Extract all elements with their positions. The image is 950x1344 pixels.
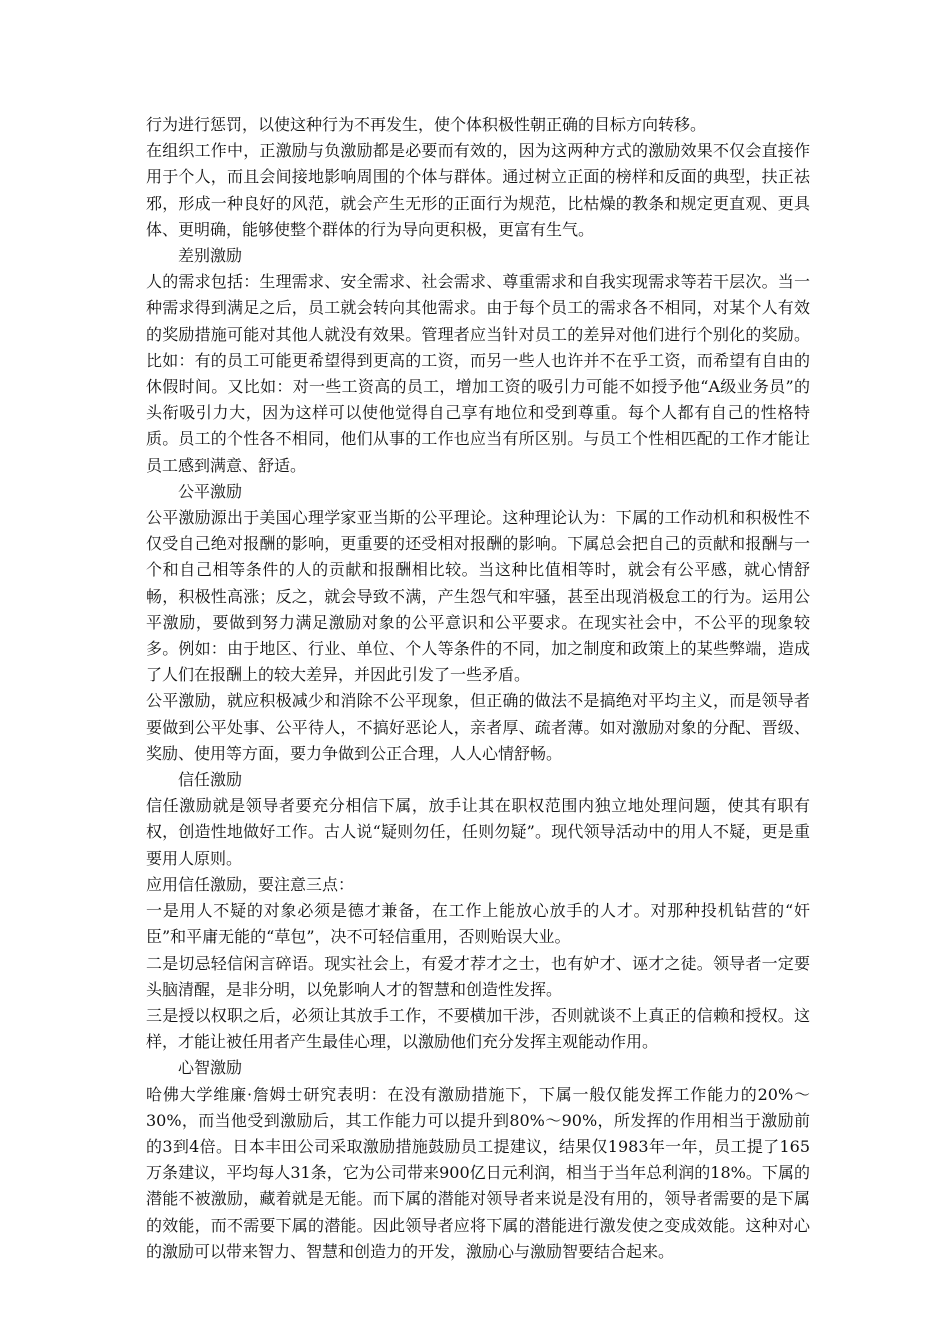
paragraph: 人的需求包括：生理需求、安全需求、社会需求、尊重需求和自我实现需求等若干层次。当一种需求得到满足之后，员工就会转向其他需求。由于每个员工的需求各不相同，对某个人有效的奖励措施可能对其他人就没有效果。管理者应当针对员工的差异对他们进行个别化的奖励。比如：有的员工可能更希望得到更高的工资，而另一些人也许并不在乎工资，而希望有自由的休假时间。又比如：对一些工资高的员工，增加工资的吸引力可能不如授予他“A级业务员”的头衔吸引力大，因为这样可以使他觉得自己享有地位和受到尊重。每个人都有自己的性格特质。员工的个性各不相同，他们从事的工作也应当有所区别。与员工个性相匹配的工作才能让员工感到满意、舒适。 bbox=[146, 272, 810, 475]
paragraph: 二是切忌轻信闲言碎语。现实社会上，有爱才荐才之士，也有妒才、诬才之徒。领导者一定要头脑清醒，是非分明，以免影响人才的智慧和创造性发挥。 bbox=[146, 953, 810, 999]
document-body bbox=[146, 112, 810, 1265]
section-heading-gongping: 公平激励 bbox=[178, 481, 243, 501]
paragraph: 信任激励就是领导者要充分相信下属，放手让其在职权范围内独立地处理问题，使其有职有权，创造性地做好工作。古人说“疑则勿任，任则勿疑”。现代领导活动中的用人不疑，更是重要用人原则。 bbox=[146, 796, 810, 868]
paragraph: 应用信任激励，要注意三点： bbox=[146, 874, 355, 894]
section-heading-xinzhi: 心智激励 bbox=[178, 1058, 243, 1078]
paragraph: 一是用人不疑的对象必须是德才兼备，在工作上能放心放手的人才。对那种投机钻营的“奸臣”和平庸无能的“草包”，决不可轻信重用，否则贻误大业。 bbox=[146, 901, 810, 947]
section-heading-chabie: 差别激励 bbox=[178, 246, 243, 266]
paragraph: 三是授以权职之后，必须让其放手工作，不要横加干涉，否则就谈不上真正的信赖和授权。这样，才能让被任用者产生最佳心理，以激励他们充分发挥主观能动作用。 bbox=[146, 1005, 810, 1052]
paragraph: 行为进行惩罚，以使这种行为不再发生，使个体积极性朝正确的目标方向转移。 bbox=[146, 115, 707, 134]
paragraph: 哈佛大学维廉·詹姆士研究表明：在没有激励措施下，下属一般仅能发挥工作能力的20%～30%，而当他受到激励后，其工作能力可以提升到80%～90%，所发挥的作用相当于激励前的3到4倍。日本丰田公司采取激励措施鼓励员工提建议，结果仅1983年一年，员工提了165万条建议，平均每人31条，它为公司带来900亿日元利润，相当于当年总利润的18%。下属的潜能不被激励，藏着就是无能。而下属的潜能对领导者来说是没有用的，领导者需要的是下属的效能，而不需要下属的潜能。因此领导者应将下属的潜能进行激发使之变成效能。这种对心的激励可以带来智力、智慧和创造力的开发，激励心与激励智要结合起来。 bbox=[146, 1084, 810, 1261]
paragraph: 公平激励，就应积极减少和消除不公平现象，但正确的做法不是搞绝对平均主义，而是领导者要做到公平处事、公平待人，不搞好恶论人，亲者厚、疏者薄。如对激励对象的分配、晋级、奖励、使用等方面，要力争做到公正合理，人人心情舒畅。 bbox=[146, 691, 810, 763]
paragraph: 公平激励源出于美国心理学家亚当斯的公平理论。这种理论认为：下属的工作动机和积极性不仅受自己绝对报酬的影响，更重要的还受相对报酬的影响。下属总会把自己的贡献和报酬与一个和自己相等条件的人的贡献和报酬相比较。当这种比值相等时，就会有公平感，就心情舒畅，积极性高涨；反之，就会导致不满，产生怨气和牢骚，甚至出现消极怠工的行为。运用公平激励，要做到努力满足激励对象的公平意识和公平要求。在现实社会中，不公平的现象较多。例如：由于地区、行业、单位、个人等条件的不同，加之制度和政策上的某些弊端，造成了人们在报酬上的较大差异，并因此引发了一些矛盾。 bbox=[146, 508, 810, 685]
paragraph: 在组织工作中，正激励与负激励都是必要而有效的，因为这两种方式的激励效果不仅会直接作用于个人，而且会间接地影响周围的个体与群体。通过树立正面的榜样和反面的典型，扶正祛邪，形成一种良好的风范，就会产生无形的正面行为规范，比枯燥的教条和规定更直观、更具体、更明确，能够使整个群体的行为导向更积极，更富有生气。 bbox=[146, 141, 810, 239]
section-heading-xinren: 信任激励 bbox=[178, 770, 243, 790]
